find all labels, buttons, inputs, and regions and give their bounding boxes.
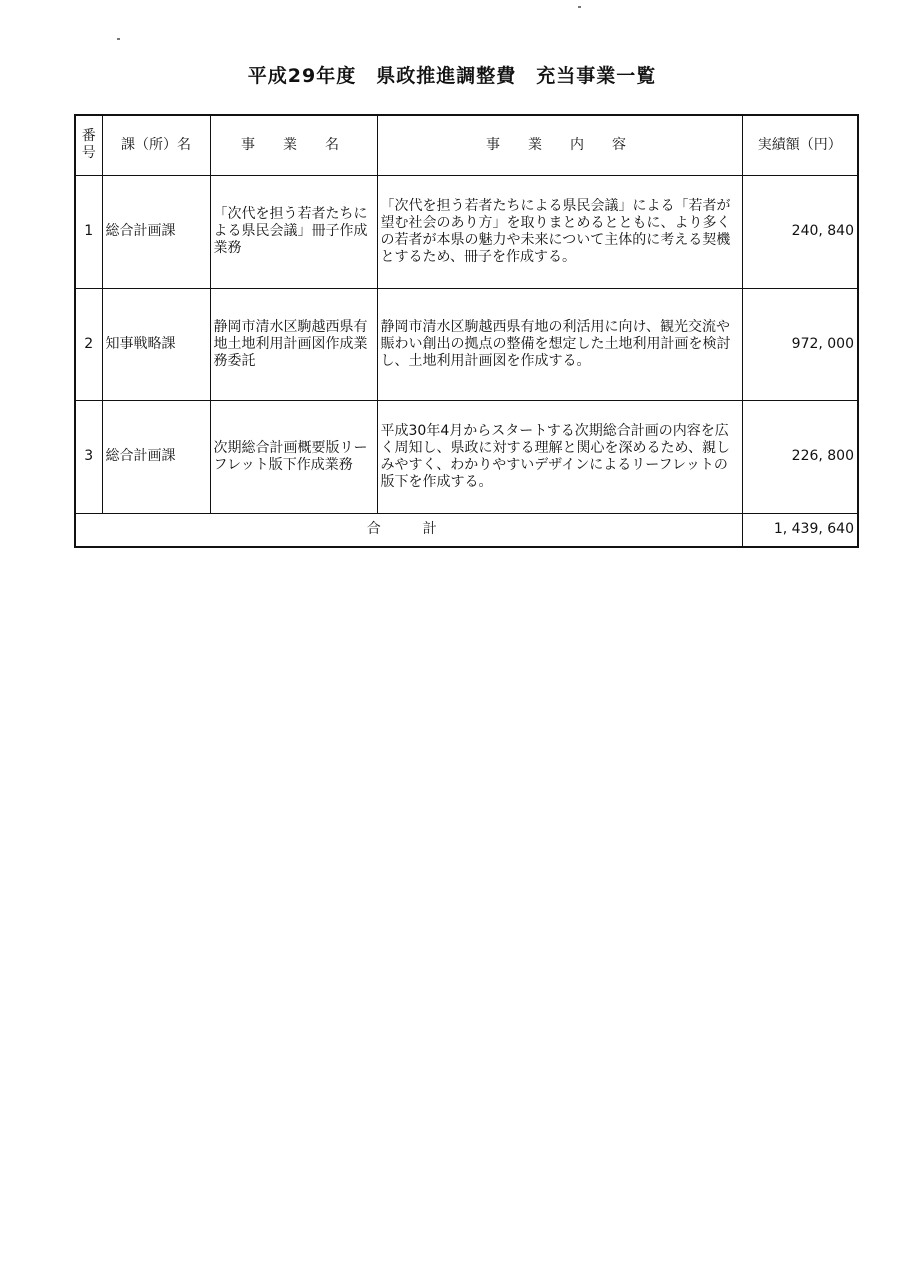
header-project-name: 事 業 名 bbox=[210, 115, 377, 175]
row-description: 「次代を担う若者たちによる県民会議」による「若者が望む社会のあり方」を取りまとめるとともに、より多くの若者が本県の魅力や未来について主体的に考える契機とするため、冊子を作成する。 bbox=[377, 175, 742, 288]
header-number bbox=[75, 115, 102, 175]
scan-speck bbox=[117, 38, 120, 40]
row-department: 総合計画課 bbox=[102, 175, 210, 288]
total-label: 合 計 bbox=[75, 513, 742, 547]
row-amount: 226, 800 bbox=[742, 400, 858, 513]
row-number: 3 bbox=[75, 400, 102, 513]
projects-table bbox=[74, 114, 859, 548]
table-header-row bbox=[75, 115, 858, 175]
row-project-name: 「次代を担う若者たちによる県民会議」冊子作成業務 bbox=[210, 175, 377, 288]
row-project-name: 次期総合計画概要版リーフレット版下作成業務 bbox=[210, 400, 377, 513]
table-row bbox=[75, 175, 858, 288]
scan-speck bbox=[578, 6, 581, 8]
row-number: 2 bbox=[75, 288, 102, 400]
header-department: 課（所）名 bbox=[102, 115, 210, 175]
header-amount: 実績額（円） bbox=[742, 115, 858, 175]
total-amount: 1, 439, 640 bbox=[742, 513, 858, 547]
row-amount: 240, 840 bbox=[742, 175, 858, 288]
table-row bbox=[75, 288, 858, 400]
row-project-name: 静岡市清水区駒越西県有地土地利用計画図作成業務委託 bbox=[210, 288, 377, 400]
row-description: 静岡市清水区駒越西県有地の利活用に向け、観光交流や賑わい創出の拠点の整備を想定した土地利用計画を検討し、土地利用計画図を作成する。 bbox=[377, 288, 742, 400]
header-project-description: 事 業 内 容 bbox=[377, 115, 742, 175]
row-amount: 972, 000 bbox=[742, 288, 858, 400]
row-department: 総合計画課 bbox=[102, 400, 210, 513]
row-number: 1 bbox=[75, 175, 102, 288]
row-department: 知事戦略課 bbox=[102, 288, 210, 400]
document-title: 平成29年度 県政推進調整費 充当事業一覧 bbox=[247, 65, 657, 87]
total-row bbox=[75, 513, 858, 547]
table-row bbox=[75, 400, 858, 513]
header-number-label: 番号 bbox=[81, 128, 96, 162]
row-description: 平成30年4月からスタートする次期総合計画の内容を広く周知し、県政に対する理解と関心を深めるため、親しみやすく、わかりやすいデザインによるリーフレットの版下を作成する。 bbox=[377, 400, 742, 513]
